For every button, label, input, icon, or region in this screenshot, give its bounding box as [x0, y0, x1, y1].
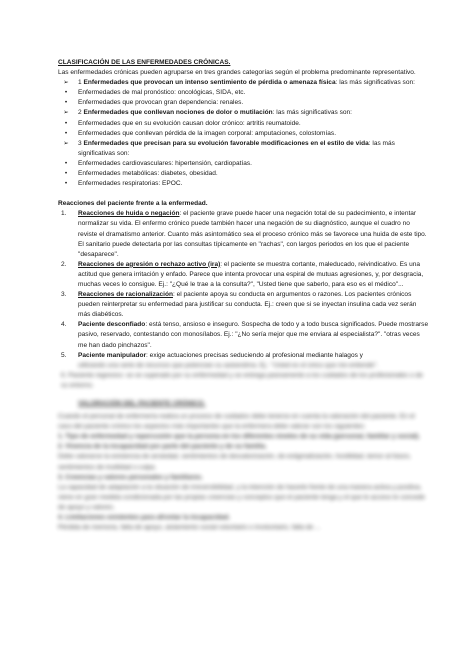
blurred-paragraph: Cuando el personal de enfermería realiza un proceso de cuidados debe tenerse en cuenta la valoración del paciente. En el caso del paciente crónico los aspectos más importantes que la enfermera debe valorar son los siguientes:: [58, 413, 415, 431]
blurred-line: 6. Paciente regresivo: se ve superado por su enfermedad y se entrega pasivamente a los cuidados de los profesionales o de su entorno.: [61, 371, 423, 389]
blurred-line: 2. Vivencia de la incapacidad por parte del paciente y de su familia.: [58, 443, 267, 451]
blurred-heading: VALORACIÓN DEL PACIENTE CRÓNICO.: [78, 400, 206, 407]
reactions-heading: Reacciones del paciente frente a la enfermedad.: [58, 200, 208, 208]
document-body: [58, 58, 430, 533]
blurred-line: 4. Limitaciones existentes para afrontar la incapacidad.: [58, 514, 231, 522]
section-title: CLASIFICACIÓN DE LAS ENFERMEDADES CRÓNICAS.: [58, 59, 231, 66]
reaction-title: Reacciones de racionalización: [78, 291, 173, 299]
intro-paragraph: Las enfermedades crónicas pueden agruparse en tres grandes categorías según el problema predominante representativo.: [58, 69, 416, 77]
list-item: • Enfermedades que en su evolución causan dolor crónico: artritis reumatoide.: [58, 119, 430, 129]
blurred-line: Debe valorarse la existencia de ansiedad, sentimientos de desvalorización, de estigmatización, hostilidad, temor al futuro, sentimientos de inutilidad o culpa.: [58, 453, 411, 471]
reactions-list: [58, 209, 430, 360]
list-item: • Enfermedades respiratorias: EPOC.: [58, 179, 430, 189]
reaction-item-5: 5. Paciente manipulador: exige actuaciones precisas seduciendo al profesional mediante halagos y: [61, 351, 363, 359]
dot-bullet-icon: •: [64, 129, 68, 137]
dot-bullet-icon: •: [64, 170, 68, 178]
list-item: • Enfermedades que provocan gran dependencia: renales.: [58, 98, 430, 108]
reaction-title: Paciente manipulador: [78, 351, 147, 359]
dot-bullet-icon: •: [64, 180, 68, 188]
dot-bullet-icon: •: [64, 159, 68, 167]
reaction-item-4: 4. Paciente desconfiado: está tenso, ansioso e inseguro. Sospecha de todo y a todo busca significados. Puede mostrarse pasivo, reservado, contestando con monosílabos. Ej.: "¿No sería mejor que me enviara al especialista?". "otras veces me han dado pinchazos".: [61, 321, 429, 349]
dot-bullet-icon: •: [64, 99, 68, 107]
arrow-bullet-icon: ➢: [63, 79, 69, 87]
blurred-line: 3. Creencias y valores personales y familiares.: [58, 473, 203, 481]
dot-bullet-icon: •: [64, 119, 68, 127]
list-item: • Enfermedades de mal pronóstico: oncológicas, SIDA, etc.: [58, 88, 430, 98]
category-list: [58, 78, 430, 189]
category-title: Enfermedades que provocan un intenso sentimiento de pérdida o amenaza física: [83, 79, 336, 87]
reaction-item-2: 2. Reacciones de agresión o rechazo activo (ira): el paciente se muestra cortante, maleducado, reivindicativo. Es una actitud que genera irritación y enfado. Parece que intenta provocar una espiral de mutuas agresiones, y, por desgracia, muchas veces lo consigue. Ej.: "¿Qué le trae a la consulta?", "Usted tiene que saberlo, para eso es el médico"...: [61, 260, 424, 288]
reaction-title: Reacciones de huida o negación: [78, 210, 180, 218]
blurred-line: utilizando una serie de recursos que potencian su autoestima. Ej.: "Usted es el único que me entiende".: [78, 361, 379, 369]
list-item: • Enfermedades que conllevan pérdida de la imagen corporal: amputaciones, colostomías.: [58, 129, 430, 139]
blurred-line: Pérdida de memoria, falta de apoyo, aislamiento social voluntario o involuntario, falta de ...: [58, 524, 321, 532]
arrow-bullet-icon: ➢: [63, 139, 69, 147]
reaction-item-1: 1. Reacciones de huida o negación: el paciente grave puede hacer una negación total de su padecimiento, e intentar normalizar su vida. El enfermo crónico puede también hacer una negación de su diagnóstico, aunque el cuadro no reviste el dramatismo anterior. Cuanto más asintomático sea el proceso crónico más se favorece una huida de este tipo. El sanitario puede detectarla por las consultas típicamente en "rachas", con largos periodos en los que el paciente "desaparece".: [61, 210, 427, 258]
reaction-item-3: 3. Reacciones de racionalización: el paciente apoya su conducta en argumentos o razones. Los pacientes crónicos pueden reinterpretar su enfermedad para justificar su conducta. Ej.: creen que si se inyectan insulina cada vez serán más diabéticos.: [61, 291, 417, 319]
arrow-bullet-icon: ➢: [63, 109, 69, 117]
list-item: • Enfermedades cardiovasculares: hipertensión, cardiopatías.: [58, 159, 430, 169]
blurred-line: 1. Tipo de enfermedad y repercusión que la persona en los diferentes niveles de su vida (personal, familiar y social).: [58, 433, 420, 441]
category-item-1: ➢ 1 Enfermedades que provocan un intenso sentimiento de pérdida o amenaza física: las más significativas son:: [58, 78, 430, 88]
dot-bullet-icon: •: [64, 89, 68, 97]
reaction-title: Paciente desconfiado: [78, 321, 146, 329]
category-item-3: ➢ 3 Enfermedades que precisan para su evolución favorable modificaciones en el estilo de vida: las más significativas son:: [58, 139, 430, 159]
list-item: • Enfermedades metabólicas: diabetes, obesidad.: [58, 169, 430, 179]
blurred-line: La capacidad de adaptación a la situación de irreversibilidad, y la intención de hacerle frente de una manera activa y positiva, viene en gran medida condicionada por las propias creencias y conceptos que el paciente tenga y el que le acceso le concede de apoyo y valores.: [58, 483, 425, 511]
blurred-preview-region: [58, 361, 430, 534]
category-item-2: ➢ 2 Enfermedades que conllevan nociones de dolor o mutilación: las más significativas son:: [58, 108, 430, 118]
category-title: Enfermedades que precisan para su evolución favorable modificaciones en el estilo de vida: [83, 139, 369, 147]
reaction-title: Reacciones de agresión o rechazo activo (ira): [78, 260, 221, 268]
category-title: Enfermedades que conllevan nociones de dolor o mutilación: [83, 109, 273, 117]
